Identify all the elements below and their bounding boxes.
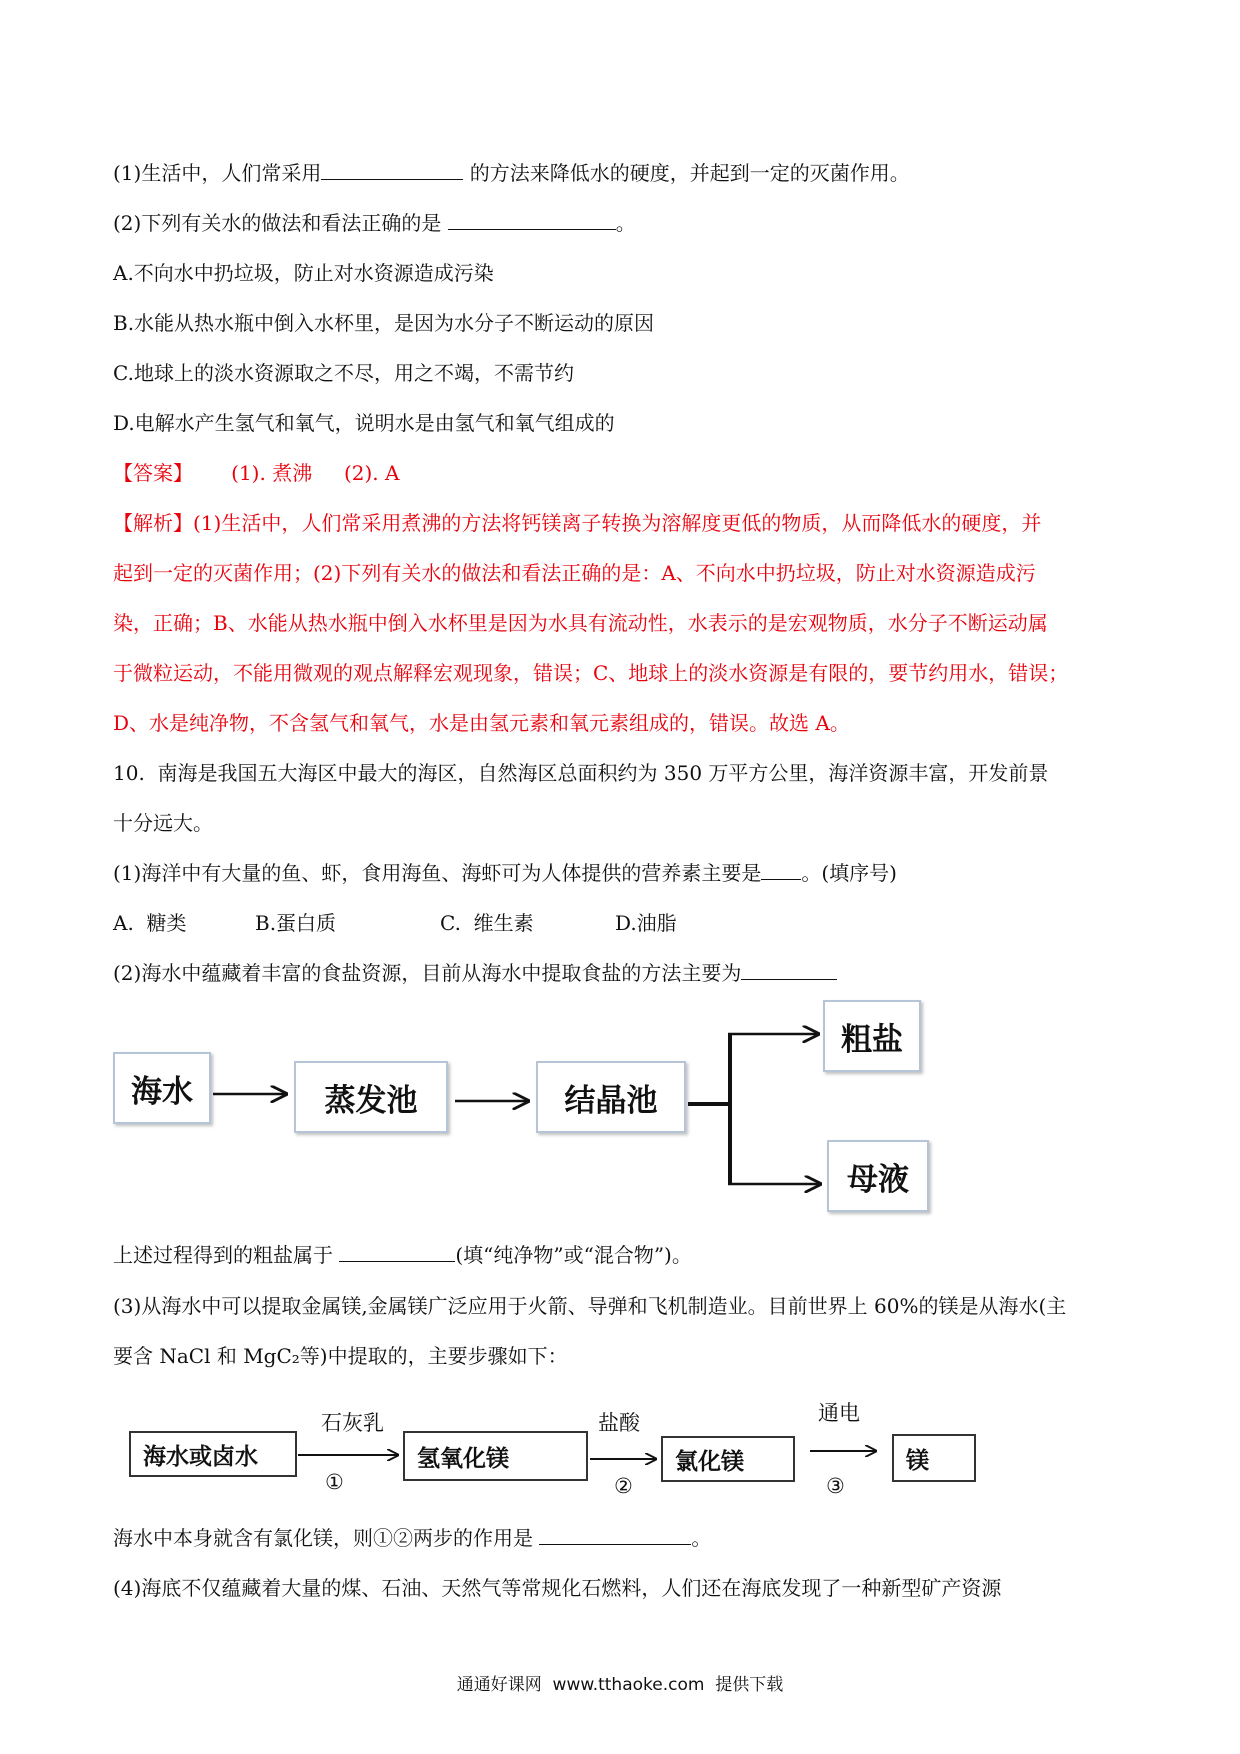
option-a: A.不向水中扔垃圾，防止对水资源造成污染: [113, 261, 494, 285]
crude-salt-box: 粗盐: [823, 1000, 921, 1072]
magnesium-chloride-box: 氯化镁: [661, 1436, 795, 1482]
step-2-marker: ②: [614, 1474, 633, 1498]
evaporation-pond-box: 蒸发池: [294, 1061, 448, 1133]
q9-part1: (1)生活中，人们常采用 的方法来降低水的硬度，并起到一定的灭菌作用。: [113, 161, 910, 185]
option-c: C. 维生素: [440, 911, 534, 935]
q10-part3-cont: 要含 NaCl 和 MgC₂等)中提取的，主要步骤如下：: [113, 1344, 568, 1368]
analysis-line: 起到一定的灭菌作用；(2)下列有关水的做法和看法正确的是：A、不向水中扔垃圾，防止对水资源造成污: [113, 561, 1036, 585]
q10-part2b: 上述过程得到的粗盐属于 (填“纯净物”或“混合物”)。: [113, 1243, 692, 1267]
magnesium-box: 镁: [892, 1434, 976, 1482]
option-d: D.电解水产生氢气和氧气，说明水是由氢气和氧气组成的: [113, 411, 615, 435]
q10-intro-cont: 十分远大。: [113, 811, 213, 835]
analysis-line: 于微粒运动，不能用微观的观点解释宏观现象，错误；C、地球上的淡水资源是有限的，要节约用水，错误；: [113, 661, 1069, 685]
electrolysis-label: 通电: [818, 1401, 860, 1425]
q10-intro: 10. 南海是我国五大海区中最大的海区，自然海区总面积约为 350 万平方公里，海洋资源丰富，开发前景: [113, 761, 1049, 785]
q10-part1: (1)海洋中有大量的鱼、虾，食用海鱼、海虾可为人体提供的营养素主要是 。(填序号): [113, 861, 897, 885]
hydrochloric-acid-label: 盐酸: [598, 1411, 640, 1435]
lime-milk-label: 石灰乳: [321, 1411, 384, 1435]
analysis-line: D、水是纯净物，不含氢气和氧气，水是由氢元素和氧元素组成的，错误。故选 A。: [113, 711, 850, 735]
option-a: A. 糖类: [113, 911, 187, 935]
q10-part3b: 海水中本身就含有氯化镁，则①②两步的作用是 。: [113, 1526, 712, 1550]
crystallization-pond-box: 结晶池: [536, 1061, 686, 1133]
option-b: B.蛋白质: [255, 911, 337, 935]
analysis-line: 染，正确；B、水能从热水瓶中倒入水杯里是因为水具有流动性，水表示的是宏观物质，水分子不断运动属: [113, 611, 1048, 635]
q10-part3: (3)从海水中可以提取金属镁,金属镁广泛应用于火箭、导弹和飞机制造业。目前世界上 60%的镁是从海水(主: [113, 1294, 1067, 1318]
analysis-line: 【解析】(1)生活中，人们常采用煮沸的方法将钙镁离子转换为溶解度更低的物质，从而降低水的硬度，并: [113, 511, 1042, 535]
seawater-box: 海水: [113, 1052, 211, 1124]
mother-liquor-box: 母液: [827, 1140, 929, 1212]
page-footer: 通通好课网 www.tthaoke.com 提供下载: [456, 1675, 784, 1695]
magnesium-hydroxide-box: 氢氧化镁: [403, 1431, 588, 1481]
step-1-marker: ①: [325, 1470, 344, 1494]
option-c: C.地球上的淡水资源取之不尽，用之不竭，不需节约: [113, 361, 574, 385]
seawater-brine-box: 海水或卤水: [129, 1431, 297, 1477]
q9-part2: (2)下列有关水的做法和看法正确的是 。: [113, 211, 636, 235]
answer-blank[interactable]: [539, 1526, 691, 1545]
q10-part4: (4)海底不仅蕴藏着大量的煤、石油、天然气等常规化石燃料，人们还在海底发现了一种新型矿产资源: [113, 1576, 1002, 1600]
q10-part2: (2)海水中蕴藏着丰富的食盐资源，目前从海水中提取食盐的方法主要为: [113, 960, 837, 986]
answer-text: 【答案】 (1). 煮沸 (2). A: [113, 461, 400, 485]
step-3-marker: ③: [826, 1474, 845, 1498]
option-d: D.油脂: [615, 911, 677, 935]
option-b: B.水能从热水瓶中倒入水杯里，是因为水分子不断运动的原因: [113, 311, 655, 335]
